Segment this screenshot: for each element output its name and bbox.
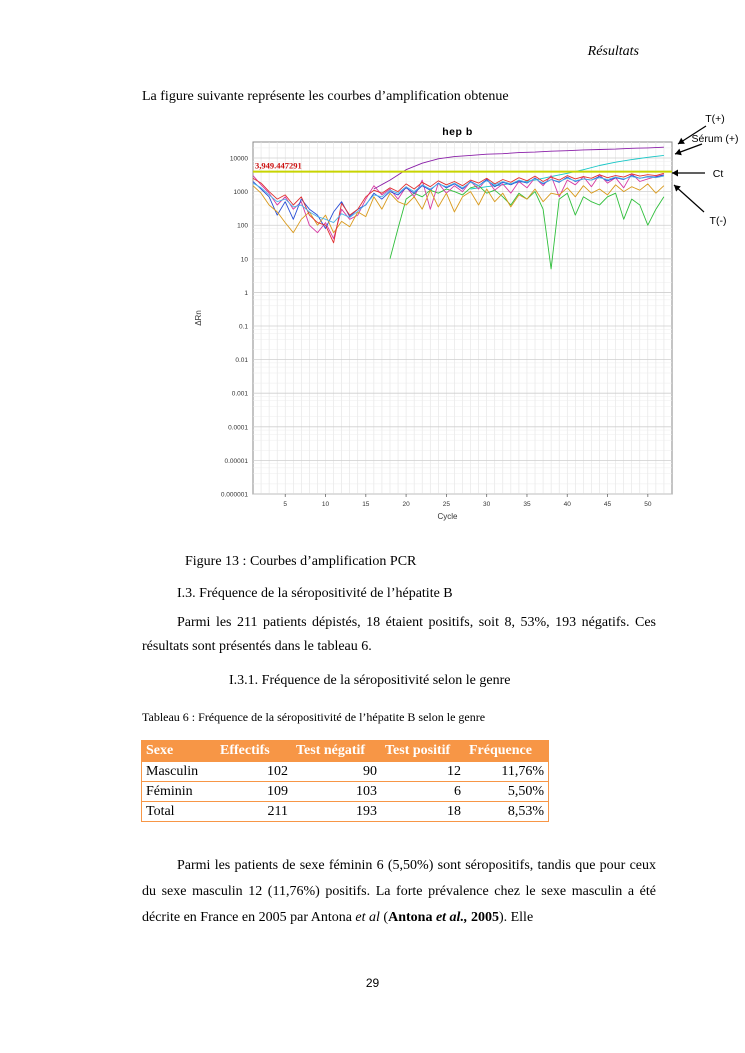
cell-test-positif: 18 bbox=[381, 802, 465, 822]
x-tick-label: 20 bbox=[402, 501, 410, 508]
annotation-label: T(-) bbox=[709, 215, 727, 227]
cell-frequence: 8,53% bbox=[465, 802, 549, 822]
x-axis-label: Cycle bbox=[437, 512, 458, 521]
paragraph-1 bbox=[142, 611, 656, 659]
annotation-label: Sérum (+) bbox=[691, 133, 739, 145]
cell-effectifs: 102 bbox=[216, 762, 292, 782]
y-tick-label: 10 bbox=[240, 256, 248, 264]
cell-test-positif: 6 bbox=[381, 782, 465, 802]
y-tick-label: 100 bbox=[237, 222, 248, 230]
y-tick-label: 0.000001 bbox=[220, 491, 248, 499]
cell-sexe: Total bbox=[142, 802, 217, 822]
x-tick-label: 10 bbox=[321, 501, 330, 508]
annotation-arrow-head bbox=[672, 170, 678, 177]
citation-year: 2005 bbox=[467, 910, 499, 925]
y-tick-label: 10000 bbox=[229, 155, 248, 163]
paragraph-2-part1: Parmi les patients de sexe féminin 6 (5,50%) sont séropositifs, tandis que pour ceux du sexe masculin 12 (11,76%) positifs. La forte prévalence chez le sexe masculin a été décrite en France en 2005 par Antona bbox=[142, 858, 656, 925]
running-header: Résultats bbox=[587, 44, 639, 59]
x-tick-label: 30 bbox=[483, 501, 491, 508]
annotation-arrow-line bbox=[674, 185, 704, 212]
y-tick-label: 0.001 bbox=[231, 390, 248, 398]
x-tick-label: 50 bbox=[644, 501, 652, 508]
cell-effectifs: 109 bbox=[216, 782, 292, 802]
header-sexe: Sexe bbox=[142, 741, 217, 762]
table-row bbox=[142, 762, 549, 782]
citation-etal: et al., bbox=[435, 910, 468, 925]
page-number: 29 bbox=[365, 976, 380, 990]
section-heading-1: I.3. Fréquence de la séropositivité de l’hépatite B bbox=[177, 586, 453, 601]
table-row bbox=[142, 782, 549, 802]
paragraph-2 bbox=[142, 853, 656, 931]
table-caption: Tableau 6 : Fréquence de la séropositivité de l’hépatite B selon le genre bbox=[142, 710, 486, 724]
section-heading-2: I.3.1. Fréquence de la séropositivité selon le genre bbox=[229, 673, 511, 688]
cell-test-negatif: 90 bbox=[292, 762, 381, 782]
y-tick-label: 1 bbox=[244, 289, 248, 297]
x-tick-label: 15 bbox=[362, 501, 370, 508]
cell-test-negatif: 193 bbox=[292, 802, 381, 822]
y-tick-label: 0.01 bbox=[235, 357, 248, 365]
amplification-chart bbox=[190, 112, 745, 532]
y-tick-label: 0.0001 bbox=[228, 424, 248, 432]
table-row bbox=[142, 802, 549, 822]
paragraph-2-part3: ). Elle bbox=[498, 910, 534, 925]
figure-caption: Figure 13 : Courbes d’amplification PCR bbox=[185, 554, 417, 569]
citation-name: Antona bbox=[388, 910, 436, 925]
cell-frequence: 11,76% bbox=[465, 762, 549, 782]
annotation-label: Ct bbox=[712, 168, 724, 180]
y-tick-label: 1000 bbox=[233, 189, 248, 197]
cell-test-negatif: 103 bbox=[292, 782, 381, 802]
cell-sexe: Masculin bbox=[142, 762, 217, 782]
x-tick-label: 40 bbox=[563, 501, 571, 508]
x-tick-label: 45 bbox=[603, 501, 612, 508]
header-effectifs: Effectifs bbox=[216, 741, 292, 762]
x-tick-label: 35 bbox=[523, 501, 531, 508]
cell-sexe: Féminin bbox=[142, 782, 217, 802]
header-frequence: Fréquence bbox=[465, 741, 549, 762]
chart-title: hep b bbox=[442, 126, 473, 138]
y-tick-label: 0.00001 bbox=[224, 457, 248, 465]
paragraph-1-text: Parmi les 211 patients dépistés, 18 étaient positifs, soit 8, 53%, 193 négatifs. Ces résultats sont présentés dans le tableau 6. bbox=[142, 615, 656, 654]
citation bbox=[388, 910, 499, 925]
x-tick-label: 25 bbox=[442, 501, 451, 508]
intro-text: La figure suivante représente les courbes d’amplification obtenue bbox=[142, 89, 509, 104]
header-test-positif: Test positif bbox=[381, 741, 465, 762]
cell-frequence: 5,50% bbox=[465, 782, 549, 802]
threshold-value-label: 3,949.447291 bbox=[255, 160, 302, 171]
paragraph-2-etal: et al bbox=[355, 910, 380, 925]
header-test-negatif: Test négatif bbox=[292, 741, 381, 762]
frequency-table bbox=[141, 740, 549, 822]
table-header-row bbox=[142, 741, 549, 762]
x-tick-label: 5 bbox=[283, 501, 288, 508]
cell-effectifs: 211 bbox=[216, 802, 292, 822]
y-tick-label: 0.1 bbox=[238, 323, 248, 331]
paragraph-2-part2: ( bbox=[379, 910, 389, 925]
cell-test-positif: 12 bbox=[381, 762, 465, 782]
annotation-label: T(+) bbox=[705, 113, 725, 125]
y-axis-label: ΔRn bbox=[194, 310, 203, 326]
